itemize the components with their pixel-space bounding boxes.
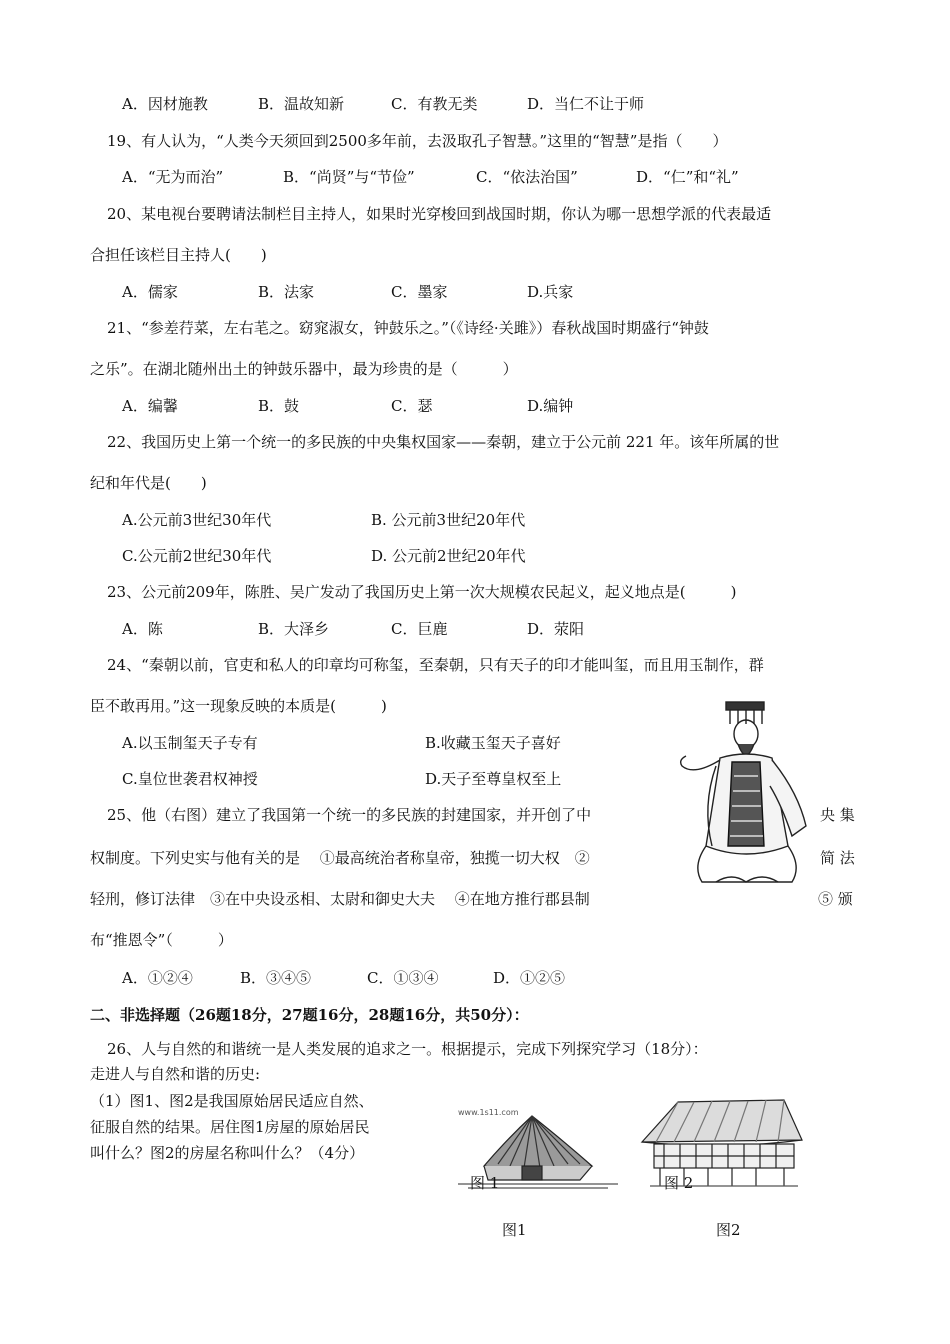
q26-stem: 26、人与自然的和谐统一是人类发展的追求之一。根据提示，完成下列探究学习（18分）： <box>107 1040 708 1058</box>
q26-part1-line2: 征服自然的结果。居住图1房屋的原始居民 <box>90 1118 370 1136</box>
q20-option-c: C．墨家 <box>391 283 448 301</box>
q21-option-c: C．瑟 <box>391 397 433 415</box>
q18-option-d: D．当仁不让于师 <box>527 95 645 113</box>
q21-option-a: A．编馨 <box>122 397 178 415</box>
q20-stem-line2: 合担任该栏目主持人( ) <box>90 246 267 264</box>
q26-part1-line1: （1）图1、图2是我国原始居民适应自然、 <box>90 1092 374 1110</box>
q22-option-c: C.公元前2世纪30年代 <box>122 547 272 565</box>
qin-shi-huang-illustration <box>672 696 822 892</box>
q23-option-a: A．陈 <box>122 620 163 638</box>
q21-option-d: D.编钟 <box>527 397 574 415</box>
q20-option-a: A．儒家 <box>122 283 178 301</box>
q21-stem-line2: 之乐”。在湖北随州出土的钟鼓乐器中，最为珍贵的是（ ） <box>90 360 518 378</box>
q18-option-a: A．因材施教 <box>122 95 208 113</box>
q25-line2-end: 简 法 <box>820 849 855 867</box>
q22-stem-line1: 22、我国历史上第一个统一的多民族的中央集权国家——秦朝，建立于公元前 221 年。该年所属的世 <box>107 433 780 451</box>
section2-heading: 二、非选择题（26题18分，27题16分，28题16分，共50分）： <box>90 1006 529 1024</box>
q22-option-d: D. 公元前2世纪20年代 <box>371 547 526 565</box>
figure-1-watermark: www.1s11.com <box>458 1108 519 1117</box>
q24-option-c: C.皇位世袭君权神授 <box>122 770 258 788</box>
q25-line2: 权制度。下列史实与他有关的是 ①最高统治者称皇帝，独揽一切大权 ② <box>90 849 590 867</box>
figure-1-inner-label: 图 1 <box>470 1174 500 1192</box>
q26-subheading: 走进人与自然和谐的历史: <box>90 1065 261 1083</box>
q24-option-d: D.天子至尊皇权至上 <box>425 770 562 788</box>
figure-2-inner-label: 图 2 <box>664 1174 694 1192</box>
q25-option-d: D．①②⑤ <box>493 969 566 987</box>
q25-line3-end: ⑤ 颁 <box>818 890 853 908</box>
q23-stem: 23、公元前209年，陈胜、吴广发动了我国历史上第一次大规模农民起义，起义地点是( ) <box>107 583 737 601</box>
q21-stem-line1: 21、“参差荇菜，左右芼之。窈窕淑女，钟鼓乐之。”（《诗经·关雎》）春秋战国时期盛行“钟鼓 <box>107 319 709 337</box>
q19-option-d: D．“仁”和“礼” <box>636 168 739 186</box>
q24-option-b: B.收藏玉玺天子喜好 <box>425 734 561 752</box>
q23-option-d: D．荥阳 <box>527 620 585 638</box>
q18-option-b: B．温故知新 <box>258 95 345 113</box>
q25-option-b: B．③④⑤ <box>240 969 312 987</box>
q20-option-d: D.兵家 <box>527 283 574 301</box>
q19-option-b: B．“尚贤”与“节俭” <box>283 168 415 186</box>
q25-option-c: C．①③④ <box>367 969 439 987</box>
q19-stem: 19、有人认为，“人类今天须回到2500多年前，去汲取孔子智慧。”这里的“智慧”是指（ ） <box>107 132 728 150</box>
q26-part1-line3: 叫什么？图2的房屋名称叫什么？（4分） <box>90 1144 365 1162</box>
q24-stem-line2: 臣不敢再用。”这一现象反映的本质是( ) <box>90 697 387 715</box>
q24-stem-line1: 24、“秦朝以前，官吏和私人的印章均可称玺，至秦朝，只有天子的印才能叫玺，而且用玉制作，群 <box>107 656 764 674</box>
q21-option-b: B．鼓 <box>258 397 300 415</box>
q19-option-c: C．“依法治国” <box>476 168 578 186</box>
figure-2-stilt-house <box>634 1094 806 1196</box>
q25-line1-end: 央 集 <box>820 806 855 824</box>
q20-stem-line1: 20、某电视台要聘请法制栏目主持人，如果时光穿梭回到战国时期，你认为哪一思想学派的代表最适 <box>107 205 772 223</box>
q22-stem-line2: 纪和年代是( ) <box>90 474 207 492</box>
q25-option-a: A．①②④ <box>122 969 193 987</box>
figure-1-thatched-hut <box>448 1108 628 1196</box>
figure-2-caption: 图2 <box>716 1221 741 1239</box>
q23-option-b: B．大泽乡 <box>258 620 330 638</box>
q24-option-a: A.以玉制玺天子专有 <box>122 734 258 752</box>
q19-option-a: A．“无为而治” <box>122 168 224 186</box>
q22-option-a: A.公元前3世纪30年代 <box>122 511 272 529</box>
q25-line3: 轻刑，修订法律 ③在中央设丞相、太尉和御史大夫 ④在地方推行郡县制 <box>90 890 590 908</box>
q20-option-b: B．法家 <box>258 283 315 301</box>
q25-line1: 25、他（右图）建立了我国第一个统一的多民族的封建国家，并开创了中 <box>107 806 592 824</box>
figure-1-caption: 图1 <box>502 1221 527 1239</box>
q18-option-c: C．有教无类 <box>391 95 478 113</box>
q23-option-c: C．巨鹿 <box>391 620 448 638</box>
q22-option-b: B. 公元前3世纪20年代 <box>371 511 526 529</box>
q25-line4: 布“推恩令”（ ） <box>90 931 233 949</box>
